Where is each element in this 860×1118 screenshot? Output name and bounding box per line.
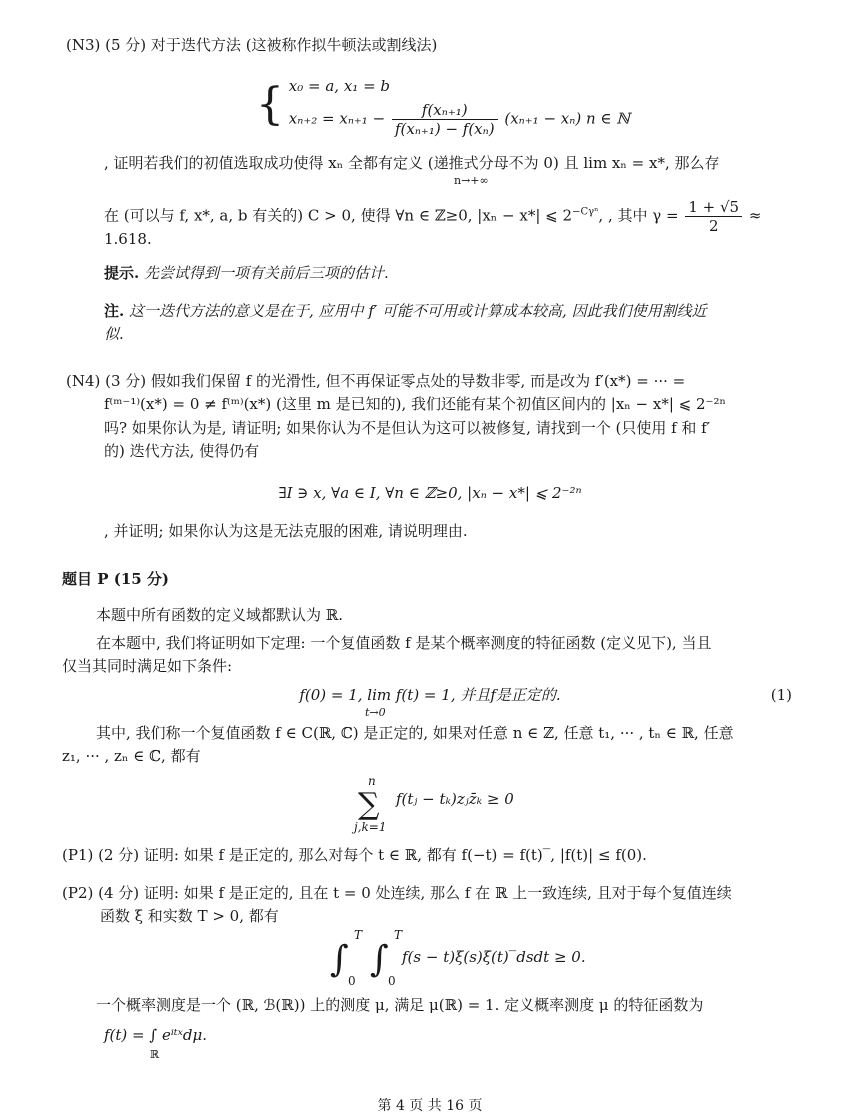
p2-line-1: (P2) (4 分) 证明: 如果 f 是正定的, 且在 t = 0 处连续, 那么 f 在 ℝ 上一致连续, 且对于每个复值连续 [62, 884, 732, 902]
p-definition [62, 722, 800, 769]
n3-system [256, 72, 860, 138]
note-text-1: 这一迭代方法的意义是在于, 应用中 f′ 可能不可用或计算成本较高, 因此我们使用割线近 [129, 302, 707, 320]
p2-line-2: 函数 ξ 和实数 T > 0, 都有 [100, 907, 279, 926]
prob-def-2 [104, 1024, 860, 1061]
sum-lower: j,k=1 [354, 820, 387, 834]
p-intro-2b: 仅当其同时满足如下条件: [62, 657, 233, 676]
gamma-den: 2 [708, 217, 719, 235]
n3-body-line-2c: ≈ [748, 206, 762, 225]
prob-def-1 [96, 994, 800, 1017]
n3-body-line-2b: , , 其中 γ = [598, 206, 679, 225]
integral-1-lower: 0 [348, 974, 356, 988]
p-eq1-sub: t→0 [365, 706, 386, 719]
n4-block [66, 370, 790, 463]
p2-integral [330, 926, 610, 990]
n3-hint [104, 262, 860, 285]
n4-conclusion [104, 520, 860, 543]
prob-def-2-sub: ℝ [150, 1048, 160, 1061]
p-intro-2 [62, 632, 800, 679]
n3-fraction [392, 101, 498, 138]
prob-def-2-text: f(t) = ∫ eⁱᵗˣdμ. [104, 1026, 208, 1044]
n3-heading-text: (N3) (5 分) 对于迭代方法 (这被称作拟牛顿法或割线法) [66, 36, 438, 54]
sum-upper: n [368, 774, 376, 788]
integral-1-icon: ∫ [330, 939, 349, 980]
integral-1-upper: T [354, 928, 363, 942]
n4-line-2: f⁽ᵐ⁻¹⁾(x*) = 0 ≠ f⁽ᵐ⁾(x*) (这里 m 是已知的), 我们还能有某个初值区间内的 |xₙ − x*| ⩽ 2⁻²ⁿ [104, 395, 726, 414]
page-number: 第 4 页 共 16 页 [377, 1098, 483, 1114]
equation-number: (1) [770, 686, 792, 704]
n4-line-5: , 并证明; 如果你认为这是无法克服的困难, 请说明理由. [104, 522, 468, 540]
note-text-2: 似. [104, 325, 124, 344]
n3-note [104, 300, 790, 347]
n3-frac-den: f(xₙ₊₁) − f(xₙ) [394, 119, 495, 138]
sum-body: f(tⱼ − tₖ)zⱼz̄ₖ ≥ 0 [396, 790, 514, 808]
n3-line2-lhs: xₙ₊₂ = xₙ₊₁ − [288, 109, 386, 127]
n3-body-1 [104, 152, 790, 187]
n4-formula-text: ∃I ∋ x, ∀a ∈ I, ∀n ∈ ℤ≥0, |xₙ − x*| ⩽ 2⁻²ⁿ [278, 484, 582, 502]
n3-body-line-1: , 证明若我们的初值选取成功使得 xₙ 全都有定义 (递推式分母不为 0) 且 lim xₙ = x*, 那么存 [104, 154, 720, 172]
n3-body-exponent: −Cγⁿ [572, 206, 599, 218]
p-intro-2a: 在本题中, 我们将证明如下定理: 一个复值函数 f 是某个概率测度的特征函数 (定义见下), 当且 [96, 634, 712, 652]
n3-system-line-1: x₀ = a, x₁ = b [288, 77, 391, 95]
n4-formula [0, 482, 860, 505]
p1-block [62, 844, 800, 867]
p2-block [62, 882, 800, 929]
p-def-1: 其中, 我们称一个复值函数 f ∈ C(ℝ, ℂ) 是正定的, 如果对任意 n ∈ ℤ, 任意 t₁, ··· , tₙ ∈ ℝ, 任意 [96, 724, 734, 742]
n3-line2-rhs: (xₙ₊₁ − xₙ) n ∈ ℕ [504, 109, 630, 127]
problem-p-title [62, 568, 860, 591]
integral-2-icon: ∫ [370, 939, 389, 980]
left-brace-icon: { [256, 78, 284, 130]
hint-text: 先尝试得到一项有关前后三项的估计. [144, 264, 389, 282]
sum-icon: ∑ [358, 787, 380, 822]
n3-frac-num: f(xₙ₊₁) [392, 101, 498, 120]
note-label: 注. [104, 302, 125, 320]
problem-p-title-text: 题目 P (15 分) [62, 570, 170, 588]
p1-text: (P1) (2 分) 证明: 如果 f 是正定的, 那么对每个 t ∈ ℝ, 都有 f(−t) = f(t)‾, |f(t)| ≤ f(0). [62, 846, 647, 864]
n3-heading [66, 34, 860, 57]
prob-def-1-text: 一个概率测度是一个 (ℝ, ℬ(ℝ)) 上的测度 μ, 满足 μ(ℝ) = 1. 定义概率测度 μ 的特征函数为 [96, 996, 704, 1014]
integral-2-upper: T [394, 928, 403, 942]
n3-body-line-3: 1.618. [104, 230, 152, 248]
n3-body-line-2a: 在 (可以与 f, x*, a, b 有关的) C > 0, 使得 ∀n ∈ ℤ≥0, |xₙ − x*| ⩽ 2 [104, 206, 573, 225]
n4-line-1: (N4) (3 分) 假如我们保留 f 的光滑性, 但不再保证零点处的导数非零, 而是改为 f′(x*) = ··· = [66, 372, 686, 390]
integral-2-lower: 0 [388, 974, 396, 988]
integral-body: f(s − t)ξ(s)ξ(t)‾dsdt ≥ 0. [402, 948, 586, 966]
n4-line-3: 吗? 如果你认为是, 请证明; 如果你认为不是但认为这可以被修复, 请找到一个 (只使用 f 和 f′ [104, 418, 711, 437]
hint-label: 提示. [104, 264, 140, 282]
p-def-2: z₁, ··· , zₙ ∈ ℂ, 都有 [62, 747, 201, 766]
p-intro-1 [96, 604, 860, 627]
lim-subscript: n→+∞ [454, 174, 489, 187]
n4-line-4: 的) 迭代方法, 使得仍有 [104, 441, 260, 460]
gamma-num: 1 + √5 [685, 198, 742, 217]
p-equation-1 [0, 684, 860, 719]
p-eq1-text: f(0) = 1, lim f(t) = 1, 并且f是正定的. [299, 686, 561, 704]
n3-body-3 [104, 228, 860, 251]
n3-system-line-2 [289, 101, 630, 138]
p-intro-1-text: 本题中所有函数的定义域都默认为 ℝ. [96, 606, 344, 624]
page-footer [0, 1096, 860, 1118]
n3-system-lines [289, 72, 630, 138]
